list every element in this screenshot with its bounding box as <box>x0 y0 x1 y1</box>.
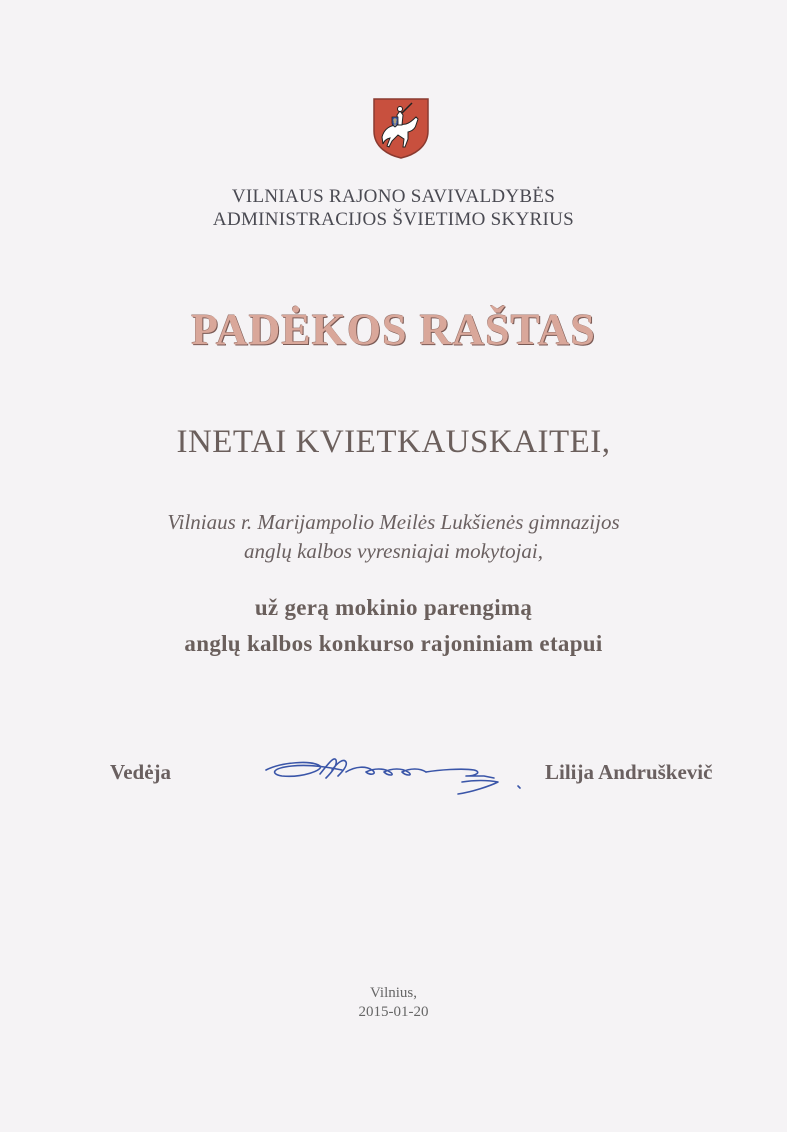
reason-line-2: anglų kalbos konkurso rajoniniam etapui <box>184 631 603 656</box>
document-title: PADĖKOS RAŠTAS <box>191 305 596 354</box>
recipient-name: INETAI KVIETKAUSKAITEI, <box>176 424 611 460</box>
issuer-line-1: VILNIAUS RAJONO SAVIVALDYBĖS <box>231 186 556 207</box>
signatory-position: Vedėja <box>110 760 172 784</box>
recipient-role-line-2: anglų kalbos vyresniajai mokytojai, <box>243 539 543 563</box>
signatory-name: Lilija Andruškevič <box>545 760 713 784</box>
issue-place: Vilnius, <box>369 985 418 1001</box>
handwritten-signature <box>262 752 532 798</box>
recipient-role-line-1: Vilniaus r. Marijampolio Meilės Lukšienės gimnazijos <box>167 510 620 534</box>
reason-line-1: už gerą mokinio parengimą <box>254 595 533 620</box>
issue-date: 2015-01-20 <box>358 1004 429 1020</box>
issuer-line-2: ADMINISTRACIJOS ŠVIETIMO SKYRIUS <box>212 209 575 230</box>
vytis-coat-of-arms-icon <box>372 97 430 159</box>
